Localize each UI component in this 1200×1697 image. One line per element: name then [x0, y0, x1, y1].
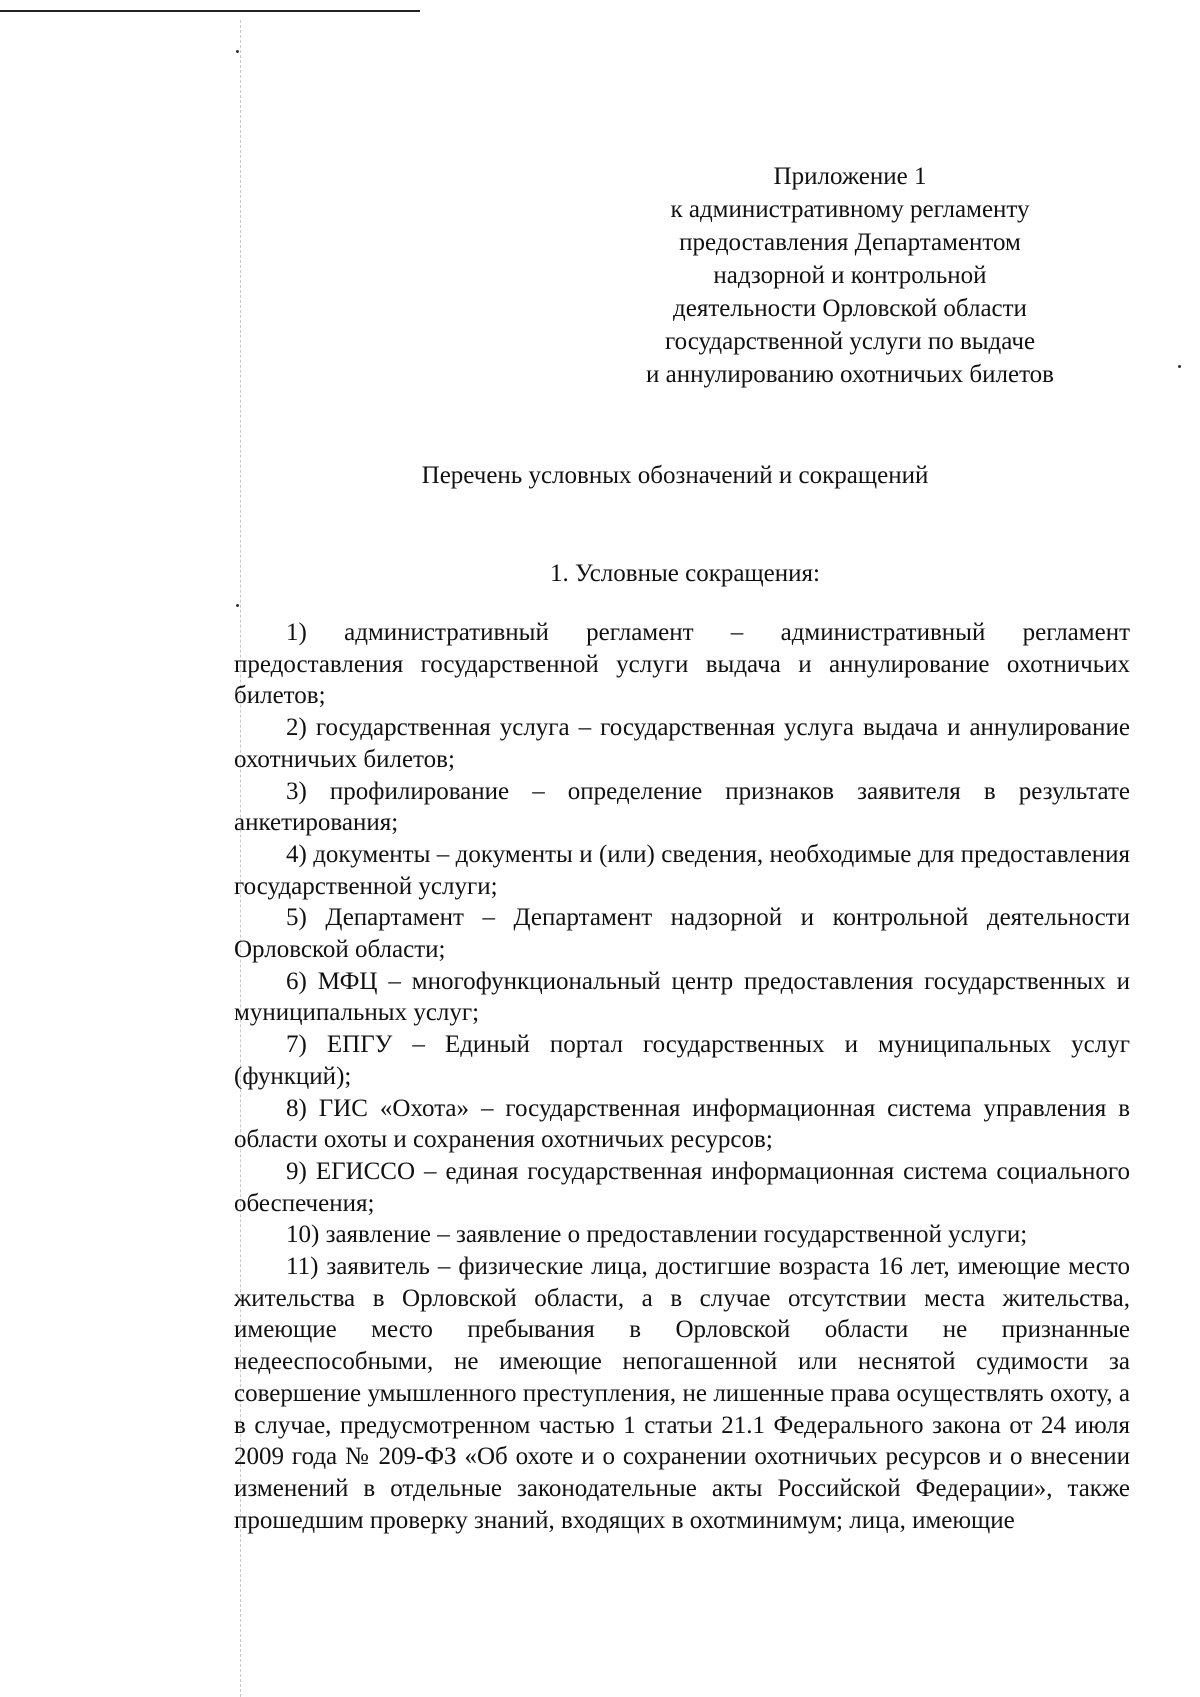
annex-line: к административному регламенту — [670, 196, 1030, 223]
document-title: Перечень условных обозначений и сокращений — [421, 462, 929, 489]
list-item: 5) Департамент – Департамент надзорной и контрольной деятельности Орловской области; — [234, 904, 1130, 964]
list-item: 2) государственная услуга – государственная услуга выдача и аннулирование охотничьих билетов; — [234, 714, 1130, 773]
scan-speck — [236, 604, 239, 607]
annex-line: предоставления Департаментом — [679, 229, 1021, 256]
list-item: 9) ЕГИССО – единая государственная информационная система социального обеспечения; — [234, 1157, 1130, 1217]
scan-speck — [1178, 365, 1181, 368]
section-heading: 1. Условные сокращения: — [550, 560, 820, 587]
list-item: 8) ГИС «Охота» – государственная информационная система управления в области охоты и сохранения охотничьих ресурсов; — [234, 1094, 1130, 1154]
list-item: 6) МФЦ – многофункциональный центр предоставления государственных и муниципальных услуг; — [234, 967, 1130, 1027]
annex-line: деятельности Орловской области — [673, 295, 1027, 322]
top-rule — [0, 10, 420, 12]
list-item: 1) административный регламент – административный регламент предоставления государственной услуги выдача и аннулирование охотничьих билетов; — [234, 619, 1130, 710]
list-item: 10) заявление – заявление о предоставлении государственной услуги; — [286, 1221, 1028, 1249]
list-item: 11) заявитель – физические лица, достигшие возраста 16 лет, имеющие место жительства в Орловской области, а в случае отсутствии места жительства, имеющие место пребывания в Орловской области не признанные недееспособными, не имеющие непогашенной или неснятой судимости за совершение умышленного преступления, не лишенные права осуществлять охоту, а в случае, предусмотренном частью 1 статьи 21.1 Федерального закона от 24 июля 2009 года № 209-ФЗ «Об охоте и о сохранении охотничьих ресурсов и о внесении изменений в отдельные законодательные акты Российской Федерации», также прошедшим проверку знаний, входящих в охотминимум; лица, имеющие — [234, 1253, 1130, 1534]
scan-speck — [236, 50, 239, 53]
annex-line: надзорной и контрольной — [713, 262, 987, 289]
list-item: 3) профилирование – определение признаков заявителя в результате анкетирования; — [234, 777, 1130, 837]
annex-line: государственной услуги по выдаче — [664, 328, 1036, 355]
abbreviation-list — [234, 617, 1130, 1536]
annex-line: Приложение 1 — [773, 163, 927, 190]
annex-header — [620, 160, 1080, 391]
list-item: 7) ЕПГУ – Единый портал государственных и муниципальных услуг (функций); — [234, 1031, 1130, 1090]
list-item: 4) документы – документы и (или) сведения, необходимые для предоставления государственной услуги; — [234, 840, 1130, 900]
annex-line: и аннулированию охотничьих билетов — [646, 361, 1054, 388]
